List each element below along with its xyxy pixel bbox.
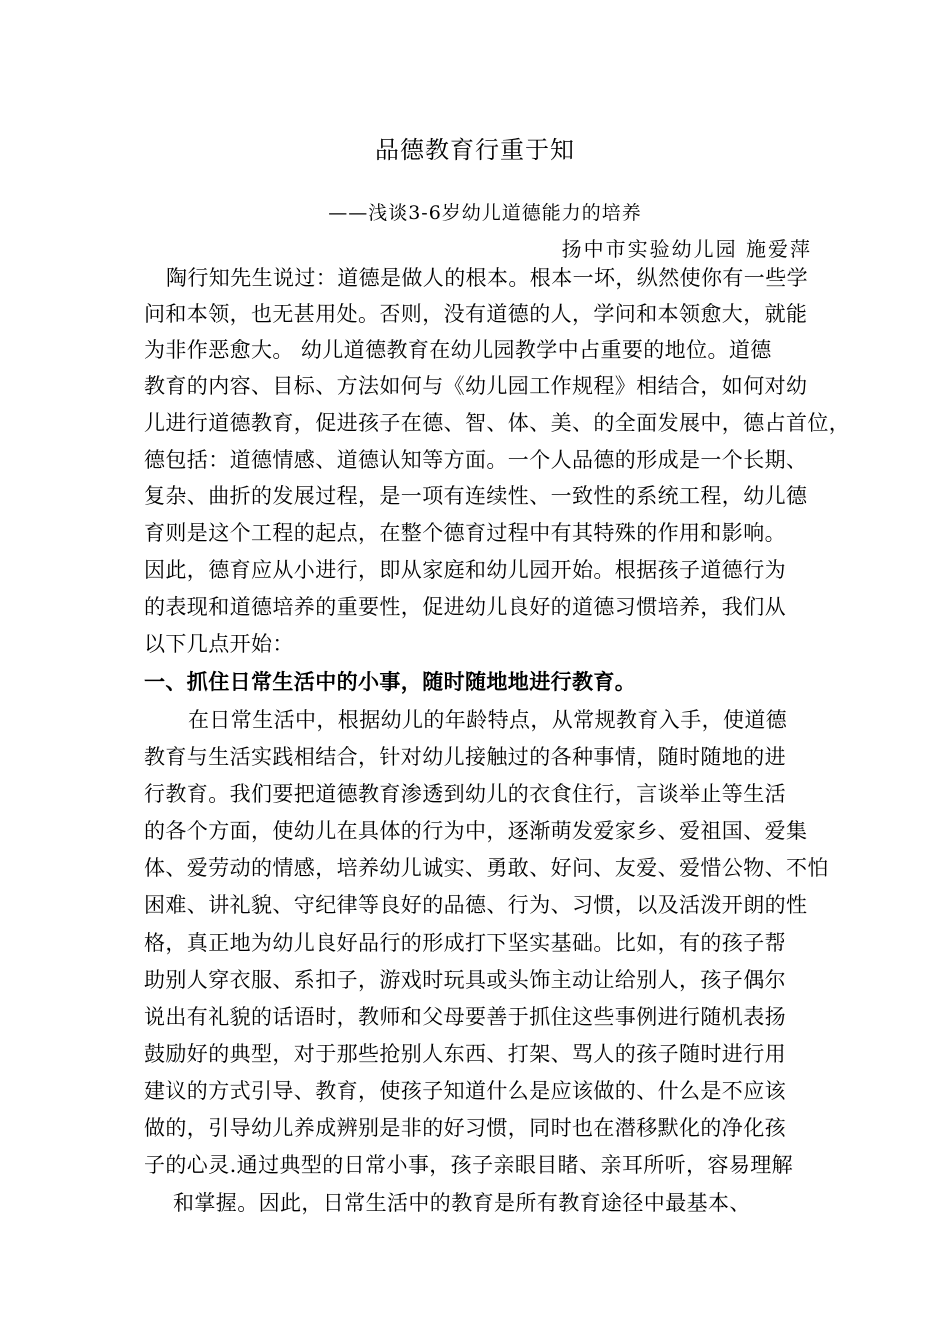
paragraph-line: 教育的内容、目标、方法如何与《幼儿园工作规程》相结合，如何对幼: [144, 374, 808, 398]
paragraph-line: 困难、讲礼貌、守纪律等良好的品德、行为、习惯，以及活泼开朗的性: [144, 893, 808, 917]
paragraph-line: 在日常生活中，根据幼儿的年龄特点，从常规教育入手，使道德: [188, 708, 788, 732]
paragraph-line: 子的心灵.通过典型的日常小事，孩子亲眼目睹、亲耳所听，容易理解: [144, 1153, 794, 1177]
paragraph-line: 复杂、曲折的发展过程，是一项有连续性、一致性的系统工程，幼儿德: [144, 484, 808, 508]
paragraph-line: 体、爱劳动的情感，培养幼儿诚实、勇敢、好问、友爱、爱惜公物、不怕: [144, 856, 829, 880]
paragraph-line: 因此，德育应从小进行，即从家庭和幼儿园开始。根据孩子道德行为: [144, 558, 786, 582]
section-heading: 一、抓住日常生活中的小事，随时随地地进行教育。: [144, 670, 637, 694]
paragraph-line: 行教育。我们要把道德教育渗透到幼儿的衣食住行，言谈举止等生活: [144, 782, 786, 806]
paragraph-line: 说出有礼貌的话语时，教师和父母要善于抓住这些事例进行随机表扬: [144, 1005, 786, 1029]
paragraph-line: 的表现和道德培养的重要性，促进幼儿良好的道德习惯培养，我们从: [144, 595, 786, 619]
paragraph-line: 陶行知先生说过：道德是做人的根本。根本一坏，纵然使你有一些学: [166, 266, 808, 290]
paragraph-line: 以下几点开始：: [144, 632, 294, 656]
paragraph-line: 助别人穿衣服、系扣子，游戏时玩具或头饰主动让给别人，孩子偶尔: [144, 968, 786, 992]
paragraph-line: 鼓励好的典型，对于那些抢别人东西、打架、骂人的孩子随时进行用: [144, 1042, 786, 1066]
document-subtitle: ——浅谈3-6岁幼儿道德能力的培养: [328, 202, 642, 224]
author-line: 扬中市实验幼儿园 施爱萍: [561, 237, 812, 261]
paragraph-line: 的各个方面，使幼儿在具体的行为中，逐渐萌发爱家乡、爱祖国、爱集: [144, 819, 808, 843]
paragraph-line: 和掌握。因此，日常生活中的教育是所有教育途径中最基本、: [173, 1191, 751, 1215]
paragraph-line: 问和本领，也无甚用处。否则，没有道德的人，学问和本领愈大，就能: [144, 302, 808, 326]
paragraph-line: 为非作恶愈大。 幼儿道德教育在幼儿园教学中占重要的地位。道德: [144, 338, 772, 362]
paragraph-line: 建议的方式引导、教育，使孩子知道什么是应该做的、什么是不应该: [144, 1079, 786, 1103]
paragraph-line: 儿进行道德教育，促进孩子在德、智、体、美、的全面发展中，德占首位，: [144, 411, 851, 435]
paragraph-line: 教育与生活实践相结合，针对幼儿接触过的各种事情，随时随地的进: [144, 745, 786, 769]
paragraph-line: 德包括：道德情感、道德认知等方面。一个人品德的形成是一个长期、: [144, 448, 808, 472]
paragraph-line: 格，真正地为幼儿良好品行的形成打下坚实基础。比如，有的孩子帮: [144, 931, 786, 955]
paragraph-line: 做的，引导幼儿养成辨别是非的好习惯，同时也在潜移默化的净化孩: [144, 1116, 786, 1140]
document-title: 品德教育行重于知: [375, 136, 575, 164]
paragraph-line: 育则是这个工程的起点，在整个德育过程中有其特殊的作用和影响。: [144, 521, 786, 545]
